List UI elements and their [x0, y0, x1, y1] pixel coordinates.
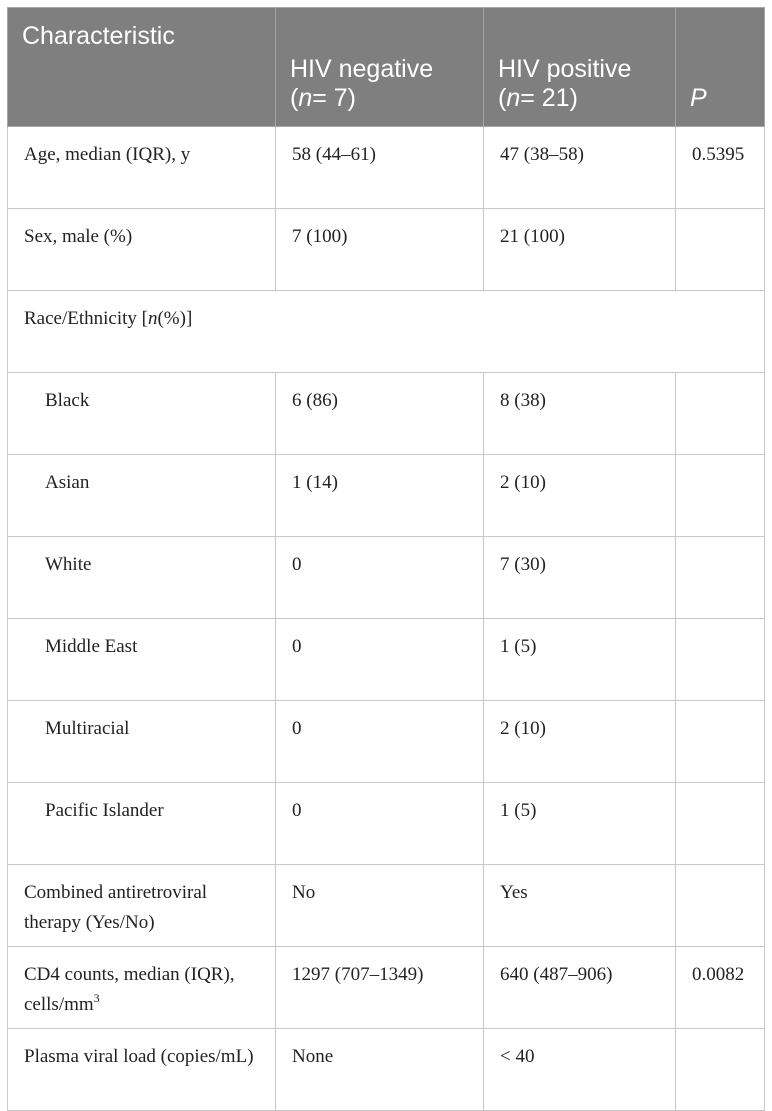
cell-pos-cd4: 640 (487–906)	[484, 947, 676, 1029]
cell-pos-viral-load: < 40	[484, 1029, 676, 1111]
cell-pos-sex: 21 (100)	[484, 209, 676, 291]
race-label-var: n	[147, 308, 158, 329]
cell-p-age: 0.5395	[676, 127, 765, 209]
row-label-white: White	[8, 537, 276, 619]
cell-neg-white: 0	[276, 537, 484, 619]
characteristics-table	[7, 7, 765, 1111]
row-label-asian: Asian	[8, 455, 276, 537]
cell-pos-white: 7 (30)	[484, 537, 676, 619]
cell-p-asian	[676, 455, 765, 537]
table-row	[8, 619, 765, 701]
header-hiv-positive-n-value: = 21)	[520, 84, 578, 112]
cell-p-cd4: 0.0082	[676, 947, 765, 1029]
cell-pos-pacific-islander: 1 (5)	[484, 783, 676, 865]
header-hiv-positive-label: HIV positive	[498, 55, 632, 83]
cell-neg-asian: 1 (14)	[276, 455, 484, 537]
row-label-middle-east: Middle East	[8, 619, 276, 701]
header-hiv-positive-n-prefix: (	[498, 84, 507, 112]
table-row	[8, 783, 765, 865]
header-hiv-negative	[276, 8, 484, 127]
table-row	[8, 701, 765, 783]
header-characteristic: Characteristic	[8, 8, 276, 127]
cell-neg-multiracial: 0	[276, 701, 484, 783]
cell-p-multiracial	[676, 701, 765, 783]
table-row	[8, 947, 765, 1029]
cell-pos-asian: 2 (10)	[484, 455, 676, 537]
race-label-a: Race/Ethnicity [	[24, 308, 148, 329]
table-row	[8, 209, 765, 291]
cell-neg-middle-east: 0	[276, 619, 484, 701]
cd4-label-superscript: 3	[93, 991, 100, 1005]
table-row	[8, 373, 765, 455]
cell-pos-middle-east: 1 (5)	[484, 619, 676, 701]
cell-neg-pacific-islander: 0	[276, 783, 484, 865]
cell-pos-age: 47 (38–58)	[484, 127, 676, 209]
header-hiv-negative-n-var: n	[298, 84, 313, 112]
cd4-label-text: CD4 counts, median (IQR), cells/mm	[24, 964, 235, 1015]
cell-neg-cd4: 1297 (707–1349)	[276, 947, 484, 1029]
cell-p-white	[676, 537, 765, 619]
table-row	[8, 537, 765, 619]
header-hiv-negative-label: HIV negative	[290, 55, 434, 83]
cell-pos-multiracial: 2 (10)	[484, 701, 676, 783]
header-p-label: P	[690, 84, 707, 112]
cell-neg-age: 58 (44–61)	[276, 127, 484, 209]
row-label-pacific-islander: Pacific Islander	[8, 783, 276, 865]
cell-p-sex	[676, 209, 765, 291]
row-label-sex: Sex, male (%)	[8, 209, 276, 291]
header-hiv-negative-n-value: = 7)	[312, 84, 357, 112]
cell-pos-cart: Yes	[484, 865, 676, 947]
row-label-age: Age, median (IQR), y	[8, 127, 276, 209]
row-label-multiracial: Multiracial	[8, 701, 276, 783]
cell-p-cart	[676, 865, 765, 947]
cell-p-viral-load	[676, 1029, 765, 1111]
table-row	[8, 455, 765, 537]
header-hiv-positive-n-var: n	[506, 84, 521, 112]
race-label-b: (%)]	[157, 308, 193, 329]
row-label-black: Black	[8, 373, 276, 455]
cell-neg-cart: No	[276, 865, 484, 947]
table-row	[8, 291, 765, 373]
table-row	[8, 127, 765, 209]
header-p-value	[676, 8, 765, 127]
row-label-cart: Combined antiretroviral therapy (Yes/No)	[8, 865, 276, 947]
table-row	[8, 1029, 765, 1111]
cell-neg-black: 6 (86)	[276, 373, 484, 455]
row-label-race	[8, 291, 765, 373]
cell-neg-viral-load: None	[276, 1029, 484, 1111]
header-hiv-negative-n-prefix: (	[290, 84, 299, 112]
table-row	[8, 865, 765, 947]
cell-pos-black: 8 (38)	[484, 373, 676, 455]
cell-p-middle-east	[676, 619, 765, 701]
header-row	[8, 8, 765, 127]
row-label-viral-load: Plasma viral load (copies/mL)	[8, 1029, 276, 1111]
row-label-cd4	[8, 947, 276, 1029]
cell-neg-sex: 7 (100)	[276, 209, 484, 291]
cell-p-pacific-islander	[676, 783, 765, 865]
header-hiv-positive	[484, 8, 676, 127]
cell-p-black	[676, 373, 765, 455]
